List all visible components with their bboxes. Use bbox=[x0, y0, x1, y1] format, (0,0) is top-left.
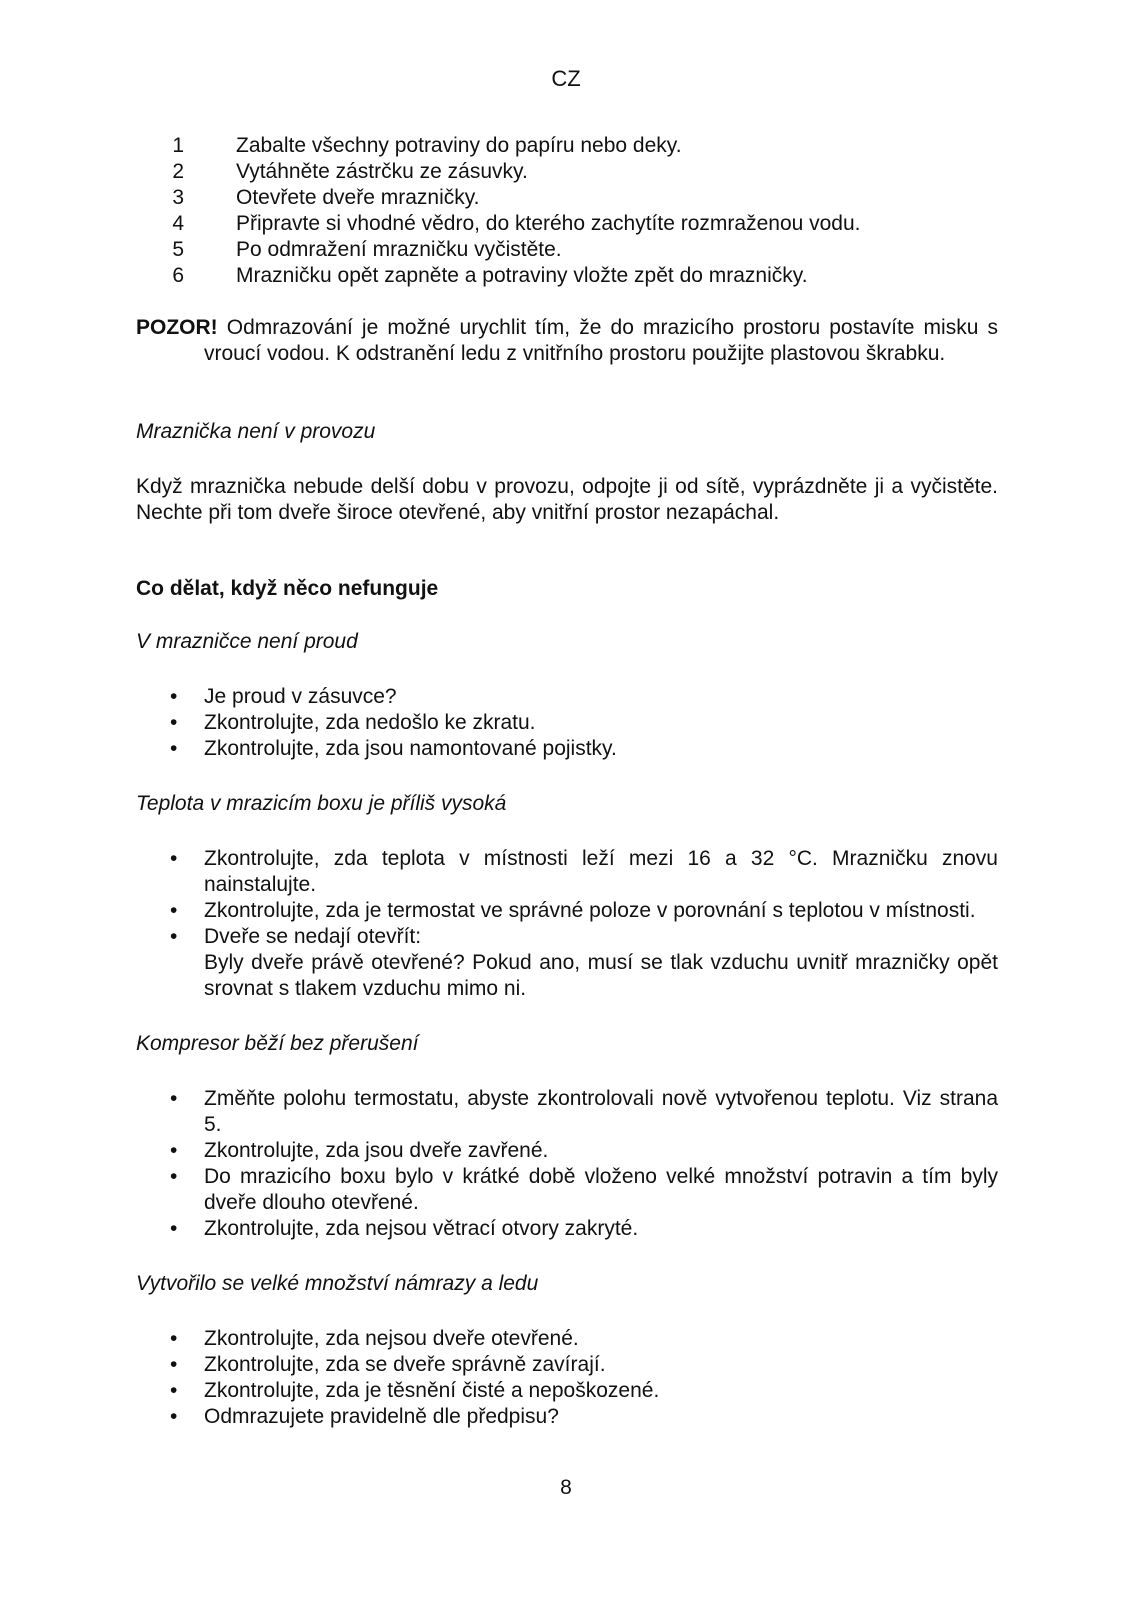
page-number: 8 bbox=[560, 1476, 572, 1499]
bullet-icon: • bbox=[170, 737, 178, 760]
step-number: 3 bbox=[172, 186, 184, 209]
list-item: • Zkontrolujte, zda se dveře správně zavírají. bbox=[170, 1353, 606, 1376]
step-item bbox=[136, 211, 998, 237]
ice-list bbox=[136, 1326, 998, 1430]
list-item: • Je proud v zásuvce? bbox=[170, 685, 397, 708]
warning-label: POZOR! bbox=[136, 316, 218, 339]
step-text: Mrazničku opět zapněte a potraviny vložte zpět do mrazničky. bbox=[236, 264, 808, 287]
compressor-title: Kompresor běží bez přerušení bbox=[136, 1032, 419, 1055]
bullet-icon: • bbox=[170, 925, 178, 948]
ice-title: Vytvořilo se velké množství námrazy a ledu bbox=[136, 1272, 539, 1295]
list-item: • Zkontrolujte, zda jsou namontované pojistky. bbox=[170, 737, 617, 760]
bullet-icon: • bbox=[170, 1379, 178, 1402]
warning-text: Odmrazování je možné urychlit tím, že do mrazicího prostoru postavíte misku s vroucí vodou. K odstranění ledu z vnitřního prostoru použijte plastovou škrabku. bbox=[204, 316, 998, 365]
step-number: 4 bbox=[172, 212, 184, 235]
step-item bbox=[136, 133, 998, 159]
bullet-icon: • bbox=[170, 1405, 178, 1428]
temp-high-title: Teplota v mrazicím boxu je příliš vysoká bbox=[136, 792, 507, 815]
list-item: • Dveře se nedají otevřít: Byly dveře právě otevřené? Pokud ano, musí se tlak vzduchu uvnitř mrazničky opět srovnat s tlakem vzduchu mimo ni. bbox=[170, 925, 998, 1000]
no-power-list bbox=[136, 684, 998, 762]
step-item bbox=[136, 237, 998, 263]
step-text: Vytáhněte zástrčku ze zásuvky. bbox=[236, 160, 528, 183]
list-item: • Zkontrolujte, zda teplota v místnosti leží mezi 16 a 32 °C. Mrazničku znovu nainstalujte. bbox=[170, 847, 998, 896]
list-item: • Zkontrolujte, zda nejsou větrací otvory zakryté. bbox=[170, 1217, 639, 1240]
step-item bbox=[136, 185, 998, 211]
step-number: 5 bbox=[172, 238, 184, 261]
bullet-icon: • bbox=[170, 1087, 178, 1110]
language-header: CZ bbox=[551, 66, 581, 91]
bullet-icon: • bbox=[170, 847, 178, 870]
step-text: Po odmražení mrazničku vyčistěte. bbox=[236, 238, 562, 261]
list-item: • Do mrazicího boxu bylo v krátké době vloženo velké množství potravin a tím byly dveře dlouho otevřené. bbox=[170, 1165, 998, 1214]
bullet-icon: • bbox=[170, 1217, 178, 1240]
step-number: 1 bbox=[172, 134, 184, 157]
bullet-icon: • bbox=[170, 899, 178, 922]
defrost-steps-list bbox=[136, 133, 998, 289]
list-item: • Změňte polohu termostatu, abyste zkontrolovali nově vytvořenou teplotu. Viz strana 5. bbox=[170, 1087, 998, 1136]
not-in-use-text: Když mraznička nebude delší dobu v provozu, odpojte ji od sítě, vyprázdněte ji a vyčistěte. Nechte při tom dveře široce otevřené, aby vnitřní prostor nezapáchal. bbox=[136, 475, 998, 524]
step-text: Připravte si vhodné vědro, do kterého zachytíte rozmraženou vodu. bbox=[236, 212, 861, 235]
step-item bbox=[136, 263, 998, 289]
troubleshooting-heading: Co dělat, když něco nefunguje bbox=[136, 577, 439, 600]
warning-note bbox=[136, 315, 998, 367]
temp-high-list bbox=[136, 846, 998, 1002]
compressor-list bbox=[136, 1086, 998, 1242]
page-content bbox=[136, 133, 998, 1430]
bullet-icon: • bbox=[170, 1327, 178, 1350]
step-item bbox=[136, 159, 998, 185]
bullet-icon: • bbox=[170, 1165, 178, 1188]
step-text: Zabalte všechny potraviny do papíru nebo deky. bbox=[236, 134, 682, 157]
bullet-icon: • bbox=[170, 685, 178, 708]
list-item: • Odmrazujete pravidelně dle předpisu? bbox=[170, 1405, 559, 1428]
step-number: 2 bbox=[172, 160, 184, 183]
list-item: • Zkontrolujte, zda nejsou dveře otevřené. bbox=[170, 1327, 579, 1350]
door-extra-text: Byly dveře právě otevřené? Pokud ano, musí se tlak vzduchu uvnitř mrazničky opět srovnat s tlakem vzduchu mimo ni. bbox=[204, 951, 998, 1000]
bullet-icon: • bbox=[170, 711, 178, 734]
step-number: 6 bbox=[172, 264, 184, 287]
bullet-icon: • bbox=[170, 1353, 178, 1376]
list-item: • Zkontrolujte, zda jsou dveře zavřené. bbox=[170, 1139, 549, 1162]
list-item: • Zkontrolujte, zda nedošlo ke zkratu. bbox=[170, 711, 536, 734]
step-text: Otevřete dveře mrazničky. bbox=[236, 186, 480, 209]
bullet-icon: • bbox=[170, 1139, 178, 1162]
list-item: • Zkontrolujte, zda je termostat ve správné poloze v porovnání s teplotou v místnosti. bbox=[170, 899, 976, 922]
not-in-use-title: Mraznička není v provozu bbox=[136, 420, 376, 443]
list-item: • Zkontrolujte, zda je těsnění čisté a nepoškozené. bbox=[170, 1379, 660, 1402]
no-power-title: V mrazničce není proud bbox=[136, 630, 358, 653]
